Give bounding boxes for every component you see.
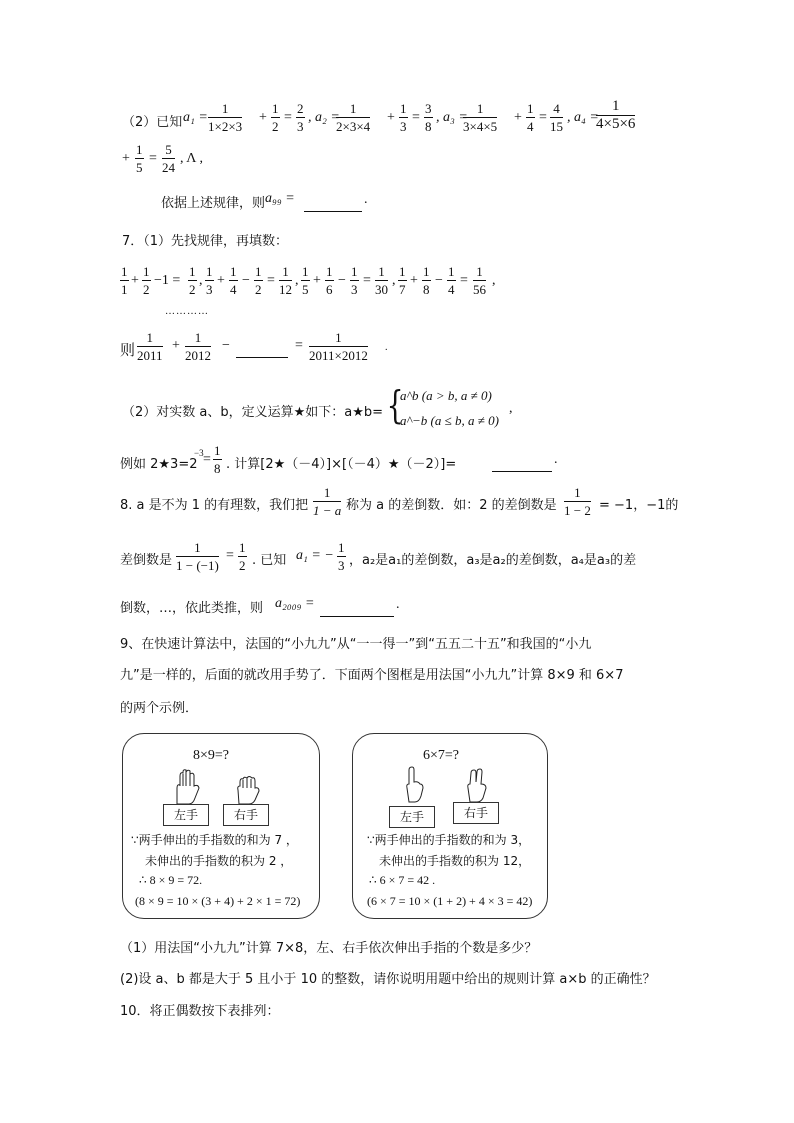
q8-line3: 倒数，…，依此类推，则 [120,601,264,616]
q6-line2-tail: , Λ , [180,151,204,166]
plus-sign: + [259,110,267,125]
q7-target-frac2: $\frac{1}{2012}$ [185,330,211,363]
right-hand-icon [233,772,263,806]
q8-line2-eq: = [226,548,234,563]
equals-sign: = [460,273,468,288]
frac: $\frac{1}{3}$ [351,264,358,297]
q6-a99: a₉₉ = [265,191,295,206]
plus-sign: + [410,273,418,288]
box2-line1: ∵两手伸出的手指数的和为 3， [367,833,531,847]
q6-a2-frac1: $\frac{1}{2\times 3\times 4}$ [336,101,371,134]
frac: $\frac{1}{7}$ [399,264,406,297]
answer-blank[interactable] [304,193,362,212]
plus-sign: + [217,273,225,288]
q6-a1-result: $\frac{2}{3}$ [297,101,304,134]
left-hand-label: 左手 [389,806,435,828]
q6-a1-frac2: $\frac{1}{2}$ [272,101,279,134]
plus-sign: + [387,110,395,125]
q6-line2-frac: $\frac{1}{5}$ [136,142,143,175]
comma: , [509,401,513,416]
q9-question2: (2)设 a、b 都是大于 5 且小于 10 的整数，请你说明用题中给出的规则计算 a×b 的正确性？ [120,972,656,987]
q10-title: 10．将正偶数按下表排列： [120,1004,280,1019]
q8-frac-neg: $\frac{1}{1 - (-1)}$ [176,540,219,573]
plus-sign: + [172,338,180,353]
q6-a4-frac1: $\frac{1}{4\times 5\times 6}$ [596,98,636,132]
box2-title: 6×7=? [423,748,460,763]
q7-target-frac1: $\frac{1}{2011}$ [137,330,163,363]
q8-line2-post: ，a₂是a₁的差倒数，a₃是a₂的差倒数，a₄是a₃的差 [349,553,637,568]
q6-a4-lhs: , a₄ = [567,110,599,125]
left-hand-one-finger-icon [401,766,427,804]
q7-then: 则 [120,341,136,359]
q9-line1: 9、在快速计算法中，法国的“小九九”从“一一得一”到“五五二十五”和我国的“小九 [120,637,592,652]
box1-line3: ∴ 8 × 9 = 72. [139,873,203,887]
q6-a2-frac2: $\frac{1}{3}$ [400,101,407,134]
comma: , [392,273,396,288]
equals-sign: = [284,110,292,125]
left-hand-icon [171,768,203,806]
q6-line2-result: $\frac{5}{24}$ [162,142,175,175]
q7-title: 7．（1）先找规律，再填数： [122,234,289,249]
q6-a1-frac1: $\frac{1}{1\times 2\times 3}$ [208,101,243,134]
comma: , [295,273,299,288]
left-brace: { [386,383,404,427]
frac: $\frac{1}{3}$ [206,264,213,297]
plus-sign: + [131,273,139,288]
frac: $\frac{1}{6}$ [326,264,333,297]
answer-blank[interactable] [236,339,288,358]
equals-sign: = [363,273,371,288]
plus-sign: + [514,110,522,125]
q9-line3: 的两个示例． [120,701,199,716]
box1-line4: (8 × 9 = 10 × (3 + 4) + 2 × 1 = 72) [135,894,301,908]
right-hand-label: 右手 [453,802,499,824]
equals-sign: = [149,151,157,166]
frac: $\frac{1}{56}$ [473,264,486,297]
frac: $\frac{1}{4}$ [230,264,237,297]
example-box-6x7 [352,733,548,919]
equals-sign: = [412,110,420,125]
answer-blank[interactable] [492,453,552,472]
frac: $\frac{1}{1}$ [121,264,128,297]
q8-frac-ex: $\frac{1}{1 - 2}$ [564,485,591,518]
frac: $\frac{1}{2}$ [189,264,196,297]
box1-line1: ∵两手伸出的手指数的和为 7 ， [131,833,298,847]
frac: $\frac{1}{12}$ [279,264,292,297]
q7-example-post: . 计算[2★（－4）]×[（－4）★（－2）]= [226,457,457,472]
box1-line2: 未伸出的手指数的积为 2 ， [145,854,293,868]
q8-line2-a1: a₁ = − [296,548,334,563]
equals-sign: = [295,338,303,353]
q6-a3-frac2: $\frac{1}{4}$ [527,101,534,134]
q8-frac-third: $\frac{1}{3}$ [338,540,345,573]
q8-a2009: a₂₀₀₉ = [275,596,315,611]
frac: $\frac{1}{2}$ [143,264,150,297]
q7-example-exp: −3 [194,448,204,458]
q6-a3-lhs: , a₃ = [436,110,468,125]
equals-sign: = [539,110,547,125]
box1-title: 8×9=? [193,748,230,763]
q6-rule-text: 依据上述规律，则 [161,196,266,211]
example-box-8x9 [122,733,320,919]
q8-frac-half: $\frac{1}{2}$ [239,540,246,573]
q7-part2: （2）对实数 a、b，定义运算★如下：a★b= [122,405,384,420]
q8-line2-pre: 差倒数是 [120,553,173,568]
comma: , [492,273,496,288]
answer-blank[interactable] [320,598,394,617]
q8-line1-mid: 称为 a 的差倒数．如：2 的差倒数是 [346,498,557,513]
box2-line4: (6 × 7 = 10 × (1 + 2) + 4 × 3 = 42) [367,894,533,908]
box2-line2: 未伸出的手指数的积为 12， [379,854,531,868]
minus-sign: − [338,273,346,288]
q8-line2-mid: . 已知 [252,553,287,568]
q9-question1: （1）用法国“小九九”计算 7×8，左、右手依次伸出手指的个数是多少？ [120,941,538,956]
q8-line1-pre: 8. a 是不为 1 的有理数，我们把 [120,498,309,513]
equals-sign: = [267,273,275,288]
plus-sign: + [313,273,321,288]
q8-line1-post: = −1，−1的 [599,498,679,513]
q6-a1-lhs: a₁ = [183,110,208,125]
right-hand-label: 右手 [223,804,269,826]
q6-label: （2）已知 [122,115,183,130]
q6-a3-frac1: $\frac{1}{3\times 4\times 5}$ [463,101,498,134]
q6-a2-result: $\frac{3}{8}$ [425,101,432,134]
frac: $\frac{1}{30}$ [375,264,388,297]
right-hand-two-fingers-icon [463,768,491,804]
period: . [396,597,400,612]
q7-case2: a^−b (a ≤ b, a ≠ 0) [400,413,499,428]
left-hand-label: 左手 [163,804,209,826]
frac: $\frac{1}{5}$ [302,264,309,297]
q7-example-eq: = [203,452,211,467]
q6-a2-lhs: , a₂ = [308,110,340,125]
q6-a3-result: $\frac{4}{15}$ [550,101,563,134]
q8-frac-def: $\frac{1}{1 - a}$ [313,485,342,518]
comma: , [199,273,203,288]
frac: $\frac{1}{4}$ [448,264,455,297]
period: . [364,192,368,207]
plus-sign: + [122,151,130,166]
ellipsis-dots: ………… [165,306,209,317]
q9-line2: 九”是一样的，后面的就改用手势了．下面两个图框是用法国“小九九”计算 8×9 和 6×7 [120,668,624,683]
minus-sign: − [242,273,250,288]
minus-sign: − [435,273,443,288]
minus-one: −1 = [154,273,181,288]
minus-sign: − [222,338,230,353]
q7-case1: a^b (a > b, a ≠ 0) [400,388,492,403]
period: . [385,342,388,353]
frac: $\frac{1}{8}$ [423,264,430,297]
q7-target-result: $\frac{1}{2011\times 2012}$ [309,330,368,363]
frac: $\frac{1}{2}$ [255,264,262,297]
q7-example-frac: $\frac{1}{8}$ [214,443,221,476]
box2-line3: ∴ 6 × 7 = 42 . [369,873,436,887]
q7-example-pre: 例如 2★3=2 [120,457,198,472]
period: . [554,452,558,467]
